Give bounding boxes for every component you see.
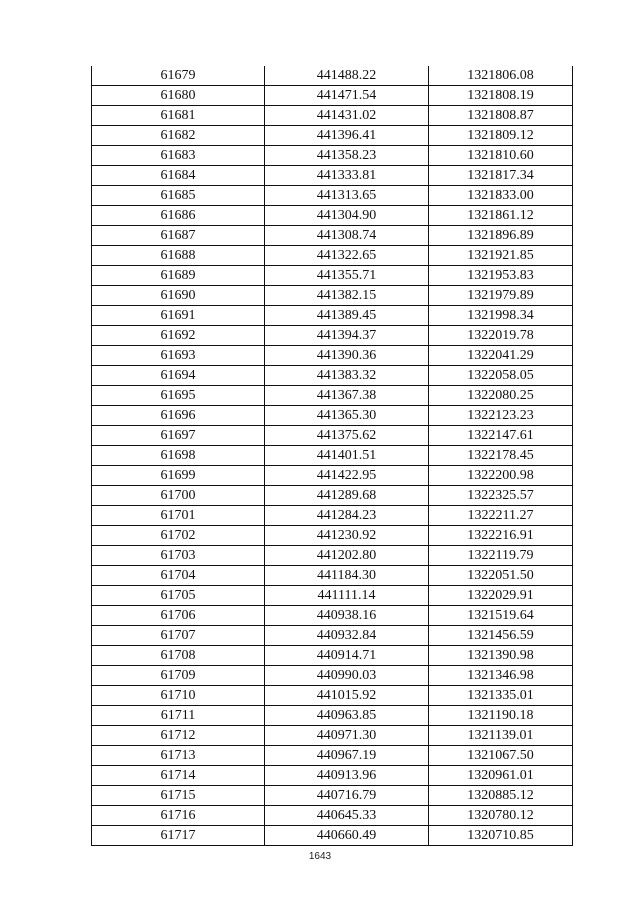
y-coordinate-cell: 1321921.85 xyxy=(429,246,573,266)
x-coordinate-cell: 441333.81 xyxy=(265,166,429,186)
point-id-cell: 61703 xyxy=(92,546,265,566)
x-coordinate-cell: 440645.33 xyxy=(265,806,429,826)
point-id-cell: 61712 xyxy=(92,726,265,746)
table-row xyxy=(92,546,573,566)
x-coordinate-cell: 441471.54 xyxy=(265,86,429,106)
x-coordinate-cell: 441230.92 xyxy=(265,526,429,546)
x-coordinate-cell: 441367.38 xyxy=(265,386,429,406)
table-row xyxy=(92,646,573,666)
x-coordinate-cell: 441389.45 xyxy=(265,306,429,326)
table-row xyxy=(92,66,573,86)
table-row xyxy=(92,566,573,586)
table-row xyxy=(92,826,573,846)
x-coordinate-cell: 440938.16 xyxy=(265,606,429,626)
y-coordinate-cell: 1321810.60 xyxy=(429,146,573,166)
x-coordinate-cell: 441322.65 xyxy=(265,246,429,266)
x-coordinate-cell: 441184.30 xyxy=(265,566,429,586)
point-id-cell: 61709 xyxy=(92,666,265,686)
point-id-cell: 61680 xyxy=(92,86,265,106)
y-coordinate-cell: 1321190.18 xyxy=(429,706,573,726)
table-row xyxy=(92,266,573,286)
point-id-cell: 61702 xyxy=(92,526,265,546)
table-row xyxy=(92,346,573,366)
x-coordinate-cell: 440716.79 xyxy=(265,786,429,806)
table-row xyxy=(92,686,573,706)
page-number: 1643 xyxy=(308,851,332,862)
y-coordinate-cell: 1322029.91 xyxy=(429,586,573,606)
table-row xyxy=(92,726,573,746)
x-coordinate-cell: 440963.85 xyxy=(265,706,429,726)
y-coordinate-cell: 1322123.23 xyxy=(429,406,573,426)
x-coordinate-cell: 441394.37 xyxy=(265,326,429,346)
point-id-cell: 61706 xyxy=(92,606,265,626)
y-coordinate-cell: 1321067.50 xyxy=(429,746,573,766)
table-row xyxy=(92,246,573,266)
x-coordinate-cell: 441202.80 xyxy=(265,546,429,566)
table-row xyxy=(92,366,573,386)
table-row xyxy=(92,166,573,186)
point-id-cell: 61716 xyxy=(92,806,265,826)
point-id-cell: 61687 xyxy=(92,226,265,246)
y-coordinate-cell: 1322058.05 xyxy=(429,366,573,386)
point-id-cell: 61688 xyxy=(92,246,265,266)
y-coordinate-cell: 1322051.50 xyxy=(429,566,573,586)
x-coordinate-cell: 441431.02 xyxy=(265,106,429,126)
point-id-cell: 61700 xyxy=(92,486,265,506)
point-id-cell: 61714 xyxy=(92,766,265,786)
point-id-cell: 61704 xyxy=(92,566,265,586)
x-coordinate-cell: 441284.23 xyxy=(265,506,429,526)
y-coordinate-cell: 1322178.45 xyxy=(429,446,573,466)
point-id-cell: 61689 xyxy=(92,266,265,286)
y-coordinate-cell: 1321808.87 xyxy=(429,106,573,126)
point-id-cell: 61701 xyxy=(92,506,265,526)
y-coordinate-cell: 1321861.12 xyxy=(429,206,573,226)
point-id-cell: 61707 xyxy=(92,626,265,646)
point-id-cell: 61692 xyxy=(92,326,265,346)
table-row xyxy=(92,286,573,306)
x-coordinate-cell: 441383.32 xyxy=(265,366,429,386)
x-coordinate-cell: 441355.71 xyxy=(265,266,429,286)
table-row xyxy=(92,406,573,426)
y-coordinate-cell: 1321808.19 xyxy=(429,86,573,106)
table-row xyxy=(92,666,573,686)
x-coordinate-cell: 440914.71 xyxy=(265,646,429,666)
y-coordinate-cell: 1322200.98 xyxy=(429,466,573,486)
coordinates-table-body xyxy=(92,66,573,846)
table-row xyxy=(92,386,573,406)
point-id-cell: 61679 xyxy=(92,66,265,86)
x-coordinate-cell: 441375.62 xyxy=(265,426,429,446)
x-coordinate-cell: 440932.84 xyxy=(265,626,429,646)
y-coordinate-cell: 1321139.01 xyxy=(429,726,573,746)
x-coordinate-cell: 440967.19 xyxy=(265,746,429,766)
y-coordinate-cell: 1321998.34 xyxy=(429,306,573,326)
table-row xyxy=(92,526,573,546)
y-coordinate-cell: 1321817.34 xyxy=(429,166,573,186)
point-id-cell: 61681 xyxy=(92,106,265,126)
x-coordinate-cell: 441015.92 xyxy=(265,686,429,706)
x-coordinate-cell: 440660.49 xyxy=(265,826,429,846)
point-id-cell: 61698 xyxy=(92,446,265,466)
y-coordinate-cell: 1321346.98 xyxy=(429,666,573,686)
table-row xyxy=(92,306,573,326)
table-row xyxy=(92,746,573,766)
y-coordinate-cell: 1321896.89 xyxy=(429,226,573,246)
table-row xyxy=(92,766,573,786)
table-row xyxy=(92,226,573,246)
point-id-cell: 61685 xyxy=(92,186,265,206)
y-coordinate-cell: 1320885.12 xyxy=(429,786,573,806)
y-coordinate-cell: 1321806.08 xyxy=(429,66,573,86)
table-row xyxy=(92,446,573,466)
x-coordinate-cell: 440913.96 xyxy=(265,766,429,786)
y-coordinate-cell: 1320710.85 xyxy=(429,826,573,846)
x-coordinate-cell: 441304.90 xyxy=(265,206,429,226)
point-id-cell: 61705 xyxy=(92,586,265,606)
y-coordinate-cell: 1322080.25 xyxy=(429,386,573,406)
table-row xyxy=(92,466,573,486)
table-row xyxy=(92,606,573,626)
y-coordinate-cell: 1321953.83 xyxy=(429,266,573,286)
y-coordinate-cell: 1321833.00 xyxy=(429,186,573,206)
table-row xyxy=(92,86,573,106)
point-id-cell: 61683 xyxy=(92,146,265,166)
y-coordinate-cell: 1322211.27 xyxy=(429,506,573,526)
y-coordinate-cell: 1322119.79 xyxy=(429,546,573,566)
point-id-cell: 61708 xyxy=(92,646,265,666)
point-id-cell: 61697 xyxy=(92,426,265,446)
table-row xyxy=(92,106,573,126)
y-coordinate-cell: 1322041.29 xyxy=(429,346,573,366)
point-id-cell: 61691 xyxy=(92,306,265,326)
point-id-cell: 61699 xyxy=(92,466,265,486)
table-row xyxy=(92,486,573,506)
y-coordinate-cell: 1321519.64 xyxy=(429,606,573,626)
table-row xyxy=(92,706,573,726)
y-coordinate-cell: 1321335.01 xyxy=(429,686,573,706)
x-coordinate-cell: 441313.65 xyxy=(265,186,429,206)
table-row xyxy=(92,506,573,526)
y-coordinate-cell: 1321979.89 xyxy=(429,286,573,306)
table-row xyxy=(92,806,573,826)
point-id-cell: 61715 xyxy=(92,786,265,806)
point-id-cell: 61710 xyxy=(92,686,265,706)
y-coordinate-cell: 1322019.78 xyxy=(429,326,573,346)
y-coordinate-cell: 1320780.12 xyxy=(429,806,573,826)
x-coordinate-cell: 441111.14 xyxy=(265,586,429,606)
coordinates-table xyxy=(91,66,573,846)
point-id-cell: 61686 xyxy=(92,206,265,226)
point-id-cell: 61713 xyxy=(92,746,265,766)
table-row xyxy=(92,326,573,346)
y-coordinate-cell: 1322147.61 xyxy=(429,426,573,446)
point-id-cell: 61684 xyxy=(92,166,265,186)
x-coordinate-cell: 440990.03 xyxy=(265,666,429,686)
x-coordinate-cell: 440971.30 xyxy=(265,726,429,746)
point-id-cell: 61717 xyxy=(92,826,265,846)
point-id-cell: 61696 xyxy=(92,406,265,426)
x-coordinate-cell: 441401.51 xyxy=(265,446,429,466)
y-coordinate-cell: 1320961.01 xyxy=(429,766,573,786)
y-coordinate-cell: 1322325.57 xyxy=(429,486,573,506)
table-row xyxy=(92,426,573,446)
table-row xyxy=(92,186,573,206)
y-coordinate-cell: 1321809.12 xyxy=(429,126,573,146)
table-row xyxy=(92,146,573,166)
point-id-cell: 61693 xyxy=(92,346,265,366)
x-coordinate-cell: 441488.22 xyxy=(265,66,429,86)
table-row xyxy=(92,586,573,606)
point-id-cell: 61694 xyxy=(92,366,265,386)
table-row xyxy=(92,126,573,146)
point-id-cell: 61695 xyxy=(92,386,265,406)
point-id-cell: 61682 xyxy=(92,126,265,146)
y-coordinate-cell: 1321456.59 xyxy=(429,626,573,646)
point-id-cell: 61690 xyxy=(92,286,265,306)
x-coordinate-cell: 441396.41 xyxy=(265,126,429,146)
x-coordinate-cell: 441365.30 xyxy=(265,406,429,426)
x-coordinate-cell: 441308.74 xyxy=(265,226,429,246)
x-coordinate-cell: 441289.68 xyxy=(265,486,429,506)
table-row xyxy=(92,786,573,806)
table-row xyxy=(92,206,573,226)
y-coordinate-cell: 1321390.98 xyxy=(429,646,573,666)
y-coordinate-cell: 1322216.91 xyxy=(429,526,573,546)
point-id-cell: 61711 xyxy=(92,706,265,726)
x-coordinate-cell: 441390.36 xyxy=(265,346,429,366)
x-coordinate-cell: 441422.95 xyxy=(265,466,429,486)
x-coordinate-cell: 441382.15 xyxy=(265,286,429,306)
x-coordinate-cell: 441358.23 xyxy=(265,146,429,166)
table-row xyxy=(92,626,573,646)
